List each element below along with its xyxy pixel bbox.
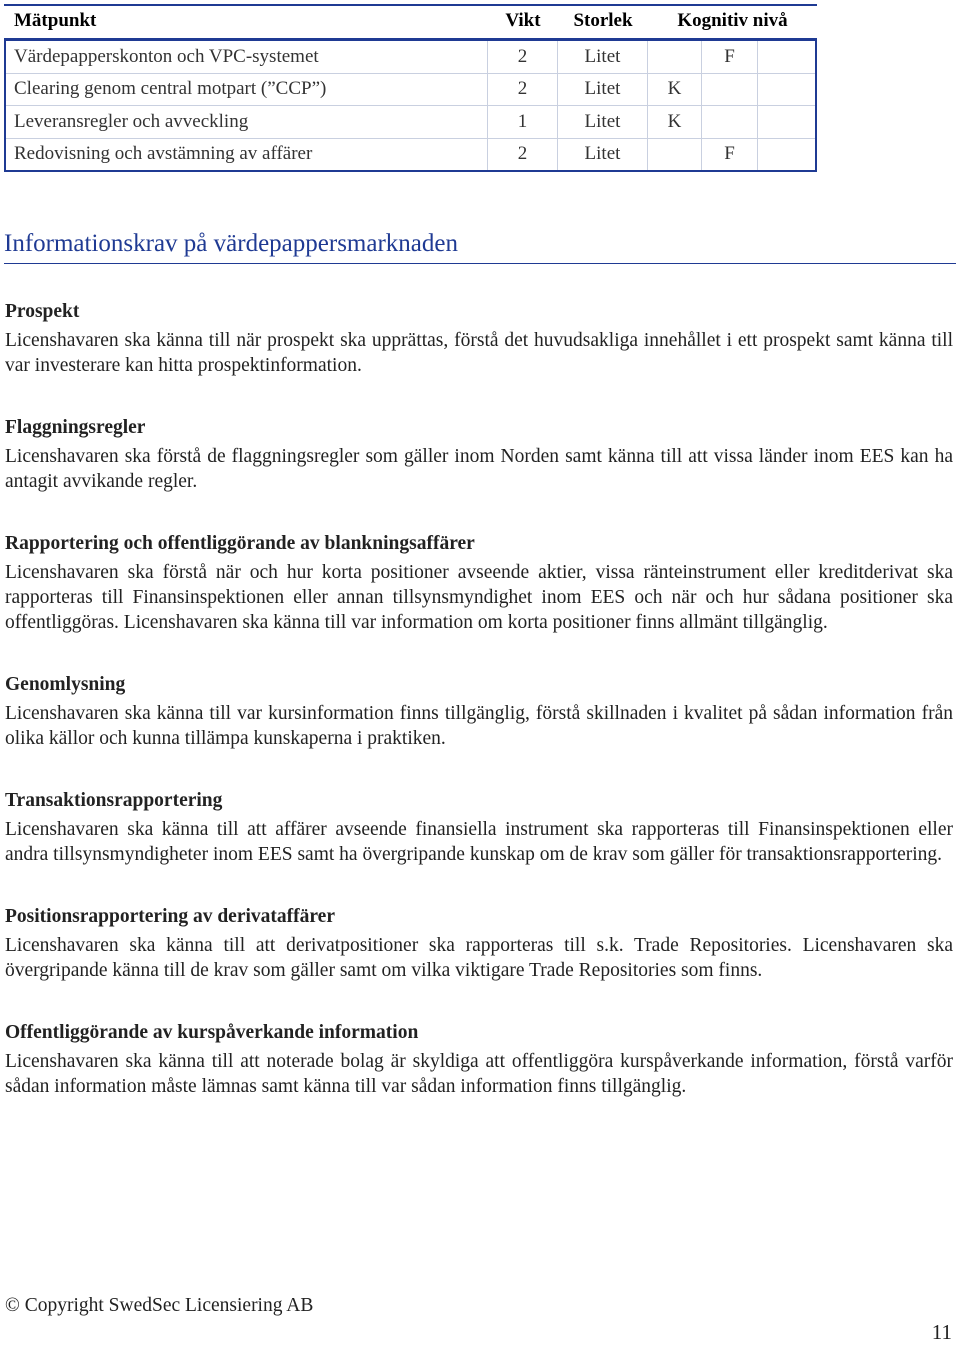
cell-empty: [758, 139, 815, 171]
subsection-title: Genomlysning: [5, 674, 126, 695]
subsection-text: Licenshavaren ska känna till att noterade bolag är skyldiga att offentliggöra kurspåverkande information, förstå varför sådan information måste lämnas samt känna till var sådan information finns tillgänglig.: [5, 1051, 953, 1097]
table-row: [6, 41, 815, 74]
cell-vikt: 2: [488, 41, 558, 73]
cell-vikt: 2: [488, 139, 558, 171]
table-row: [6, 139, 815, 171]
cell-kognitiv-k: K: [648, 106, 702, 138]
subsection-blankningsaffarer: [5, 530, 953, 635]
header-kognitiv-niva: Kognitiv nivå: [677, 10, 788, 31]
subsection-text: Licenshavaren ska känna till att affärer avseende finansiella instrument ska rapporteras till Finansinspektionen eller andra tillsynsmyndigheter inom EES samt ha övergripande kunskap om de krav som gäller för transaktionsrapportering.: [5, 819, 953, 865]
subsection-text: Licenshavaren ska känna till var kursinformation finns tillgänglig, förstå skillnaden i kvalitet på sådan information från olika källor och kunna tillämpa kunskaperna i praktiken.: [5, 703, 953, 749]
subsection-kurspaverkande-information: [5, 1019, 953, 1099]
header-matpunkt: Mätpunkt: [14, 10, 97, 31]
subsection-title: Transaktionsrapportering: [5, 790, 223, 811]
cell-kognitiv-k: [648, 41, 702, 73]
table-row: [6, 74, 815, 107]
cell-kognitiv-f: [702, 74, 758, 106]
cell-kognitiv-f: F: [702, 139, 758, 171]
cell-kognitiv-k: [648, 139, 702, 171]
cell-storlek: Litet: [558, 139, 648, 171]
table-row: [6, 106, 815, 139]
header-storlek: Storlek: [573, 10, 633, 31]
section-heading: Informationskrav på värdepappersmarknaden: [4, 230, 956, 264]
subsection-transaktionsrapportering: [5, 787, 953, 867]
subsection-text: Licenshavaren ska känna till att derivatpositioner ska rapporteras till s.k. Trade Repositories. Licenshavaren ska övergripande känna till de krav som gäller samt om vilka viktigare Trade Repositories som finns.: [5, 935, 953, 981]
header-vikt: Vikt: [505, 10, 541, 31]
subsection-genomlysning: [5, 671, 953, 751]
cell-kognitiv-f: F: [702, 41, 758, 73]
subsection-text: Licenshavaren ska känna till när prospekt ska upprättas, förstå det huvudsakliga innehållet i ett prospekt samt känna till var investerare kan hitta prospektinformation.: [5, 330, 953, 376]
document-content: [5, 298, 953, 1135]
subsection-title: Rapportering och offentliggörande av blankningsaffärer: [5, 533, 475, 554]
cell-storlek: Litet: [558, 106, 648, 138]
cell-vikt: 1: [488, 106, 558, 138]
cell-vikt: 2: [488, 74, 558, 106]
subsection-title: Prospekt: [5, 301, 80, 322]
cell-storlek: Litet: [558, 74, 648, 106]
cell-kognitiv-k: K: [648, 74, 702, 106]
subsection-text: Licenshavaren ska förstå de flaggningsregler som gäller inom Norden samt känna till att vissa länder inom EES kan ha antagit avvikande regler.: [5, 446, 953, 492]
cell-empty: [758, 41, 815, 73]
page-number: 11: [931, 1320, 952, 1344]
cell-matpunkt: Leveransregler och avveckling: [6, 106, 488, 138]
criteria-table: [4, 4, 817, 172]
cell-kognitiv-f: [702, 106, 758, 138]
subsection-title: Flaggningsregler: [5, 417, 146, 438]
cell-matpunkt: Redovisning och avstämning av affärer: [6, 139, 488, 171]
subsection-flaggningsregler: [5, 414, 953, 494]
table-header: [4, 4, 817, 38]
cell-empty: [758, 74, 815, 106]
subsection-title: Positionsrapportering av derivataffärer: [5, 906, 335, 927]
cell-matpunkt: Värdepapperskonton och VPC-systemet: [6, 41, 488, 73]
table-body: [4, 38, 817, 172]
subsection-positionsrapportering: [5, 903, 953, 983]
subsection-title: Offentliggörande av kurspåverkande information: [5, 1022, 419, 1043]
subsection-text: Licenshavaren ska förstå när och hur korta positioner avseende aktier, vissa ränteinstrument eller kreditderivat ska rapporteras till Finansinspektionen eller annan tillsynsmyndighet inom EES och när och hur sådana positioner ska offentliggöras. Licenshavaren ska känna till var information om korta positioner finns allmänt tillgänglig.: [5, 562, 953, 633]
cell-empty: [758, 106, 815, 138]
copyright-footer: © Copyright SwedSec Licensiering AB: [5, 1295, 314, 1316]
cell-storlek: Litet: [558, 41, 648, 73]
subsection-prospekt: [5, 298, 953, 378]
cell-matpunkt: Clearing genom central motpart (”CCP”): [6, 74, 488, 106]
